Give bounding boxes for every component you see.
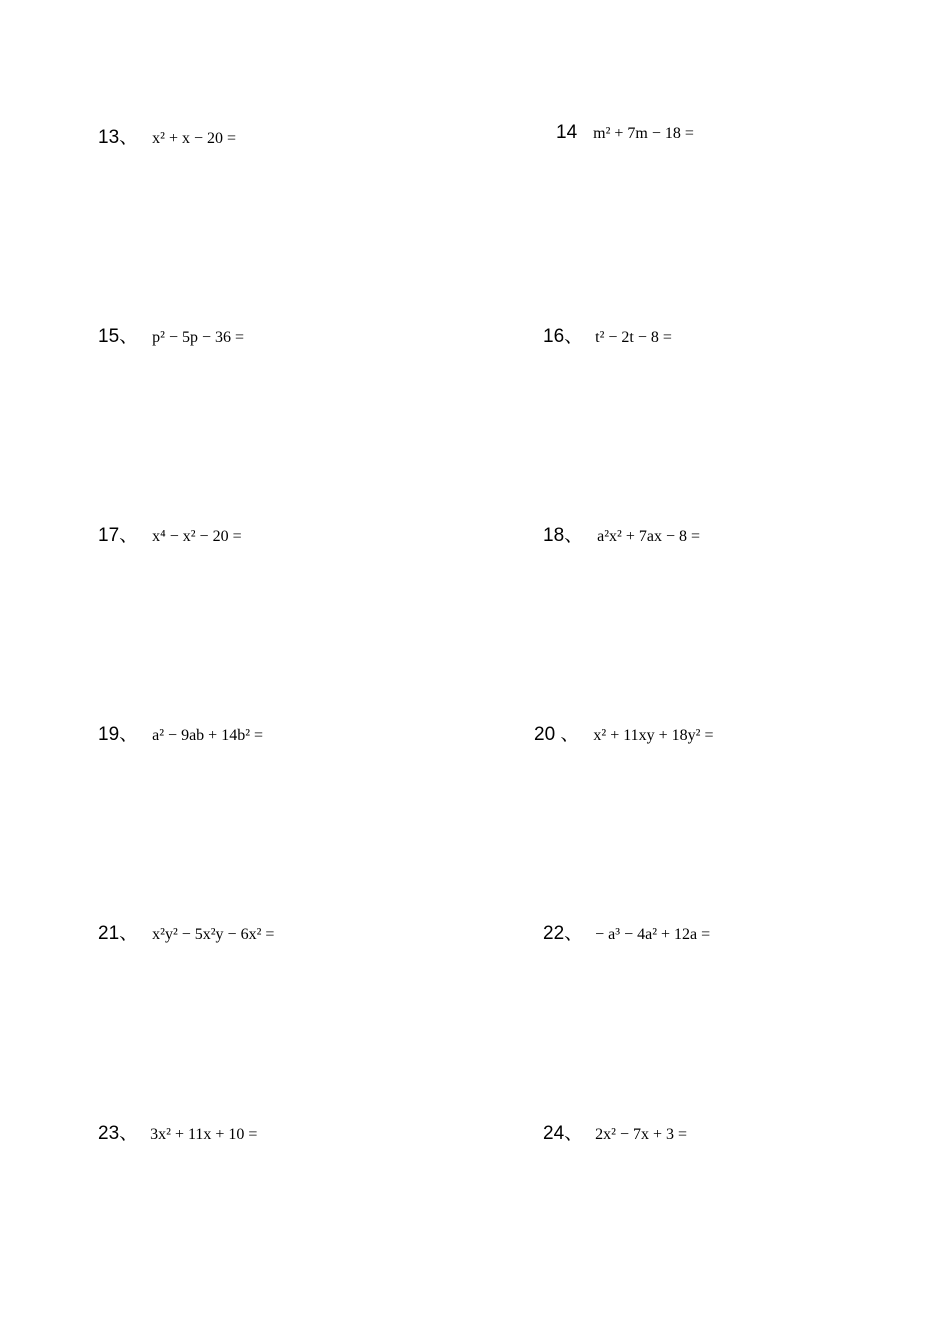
problem-expression: x² + 11xy + 18y² = — [593, 727, 714, 744]
problem-21 — [98, 918, 274, 945]
problem-expression: p² − 5p − 36 = — [152, 329, 245, 346]
problem-number: 16、 — [543, 326, 584, 347]
problem-expression: 3x² + 11x + 10 = — [150, 1126, 258, 1143]
problem-expression: a²x² + 7ax − 8 = — [597, 528, 701, 545]
problem-19 — [98, 719, 263, 746]
problem-number: 21、 — [98, 923, 139, 944]
problem-22 — [543, 918, 710, 945]
problem-17 — [98, 520, 242, 547]
problem-number: 20 、 — [534, 724, 580, 745]
problem-expression: − a³ − 4a² + 12a = — [595, 926, 711, 943]
problem-expression: t² − 2t − 8 = — [595, 329, 672, 346]
problem-number: 18、 — [543, 525, 584, 546]
problem-number: 22、 — [543, 923, 584, 944]
problem-18 — [543, 520, 700, 547]
problem-number: 17、 — [98, 525, 139, 546]
problem-expression: x⁴ − x² − 20 = — [152, 528, 242, 545]
problem-24 — [543, 1118, 687, 1145]
problem-expression: 2x² − 7x + 3 = — [595, 1126, 688, 1143]
problem-15 — [98, 321, 244, 348]
problem-expression: x² + x − 20 = — [152, 130, 237, 147]
problem-expression: a² − 9ab + 14b² = — [152, 727, 264, 744]
problem-13 — [98, 122, 236, 149]
problem-23 — [98, 1118, 257, 1145]
problem-expression: x²y² − 5x²y − 6x² = — [152, 926, 275, 943]
problem-20 — [534, 719, 714, 746]
problem-14 — [556, 122, 694, 144]
problem-number: 15、 — [98, 326, 139, 347]
problem-expression: m² + 7m − 18 = — [593, 125, 694, 142]
problem-number: 19、 — [98, 724, 139, 745]
problem-number: 23、 — [98, 1123, 139, 1144]
problem-number: 24、 — [543, 1123, 584, 1144]
problem-number: 13、 — [98, 127, 139, 148]
problem-number: 14 — [556, 122, 578, 143]
problem-16 — [543, 321, 672, 348]
